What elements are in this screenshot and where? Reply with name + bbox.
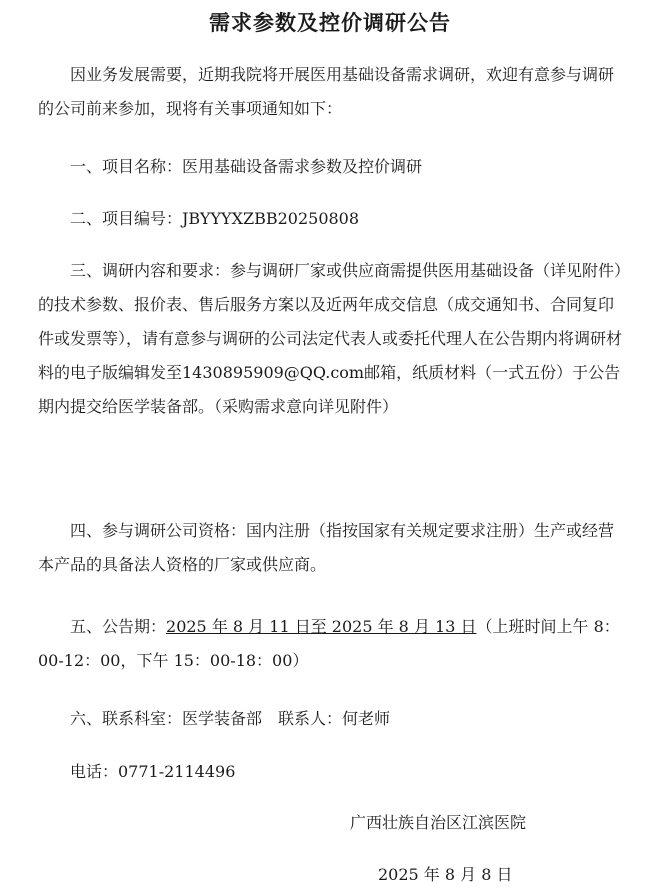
signature-date: 2025 年 8 月 8 日: [378, 865, 513, 884]
intro-paragraph: 因业务发展需要，近期我院将开展医用基础设备需求调研，欢迎有意参与调研的公司前来参加，现将有关事项通知如下：: [38, 65, 615, 118]
qualification-item: 四、参与调研公司资格：国内注册（指按国家有关规定要求注册）生产或经营本产品的具备法人资格的厂家或供应商。: [38, 521, 615, 574]
notice-period-dates: 2025 年 8 月 11 日至 2025 年 8 月 13 日: [166, 617, 477, 636]
research-content-item: 三、调研内容和要求：参与调研厂家或供应商需提供医用基础设备（详见附件）的技术参数、报价表、售后服务方案以及近两年成交信息（成交通知书、合同复印件或发票等），请有意参与调研的公司法定代表人或委托代理人在公告期内将调研材料的电子版编辑发至1430895909@QQ.com邮箱，纸质材料（一式五份）于公告期内提交给医学装备部。（采购需求意向详见附件）: [38, 261, 623, 416]
signature-org: 广西壮族自治区江滨医院: [350, 813, 527, 832]
contact-item: 六、联系科室：医学装备部 联系人：何老师: [70, 709, 391, 728]
project-name-item: 一、项目名称：医用基础设备需求参数及控价调研: [70, 157, 423, 176]
notice-period-item: [38, 610, 628, 678]
project-number-item: 二、项目编号：JBYYYXZBB20250808: [70, 209, 360, 228]
page-title: 需求参数及控价调研公告: [209, 10, 451, 35]
phone-item: 电话：0771-2114496: [70, 762, 236, 781]
office-hours: （上班时间上午 8：00-12：00，下午 15：00-18：00）: [38, 617, 620, 670]
notice-period-prefix: 五、公告期：: [70, 617, 167, 636]
